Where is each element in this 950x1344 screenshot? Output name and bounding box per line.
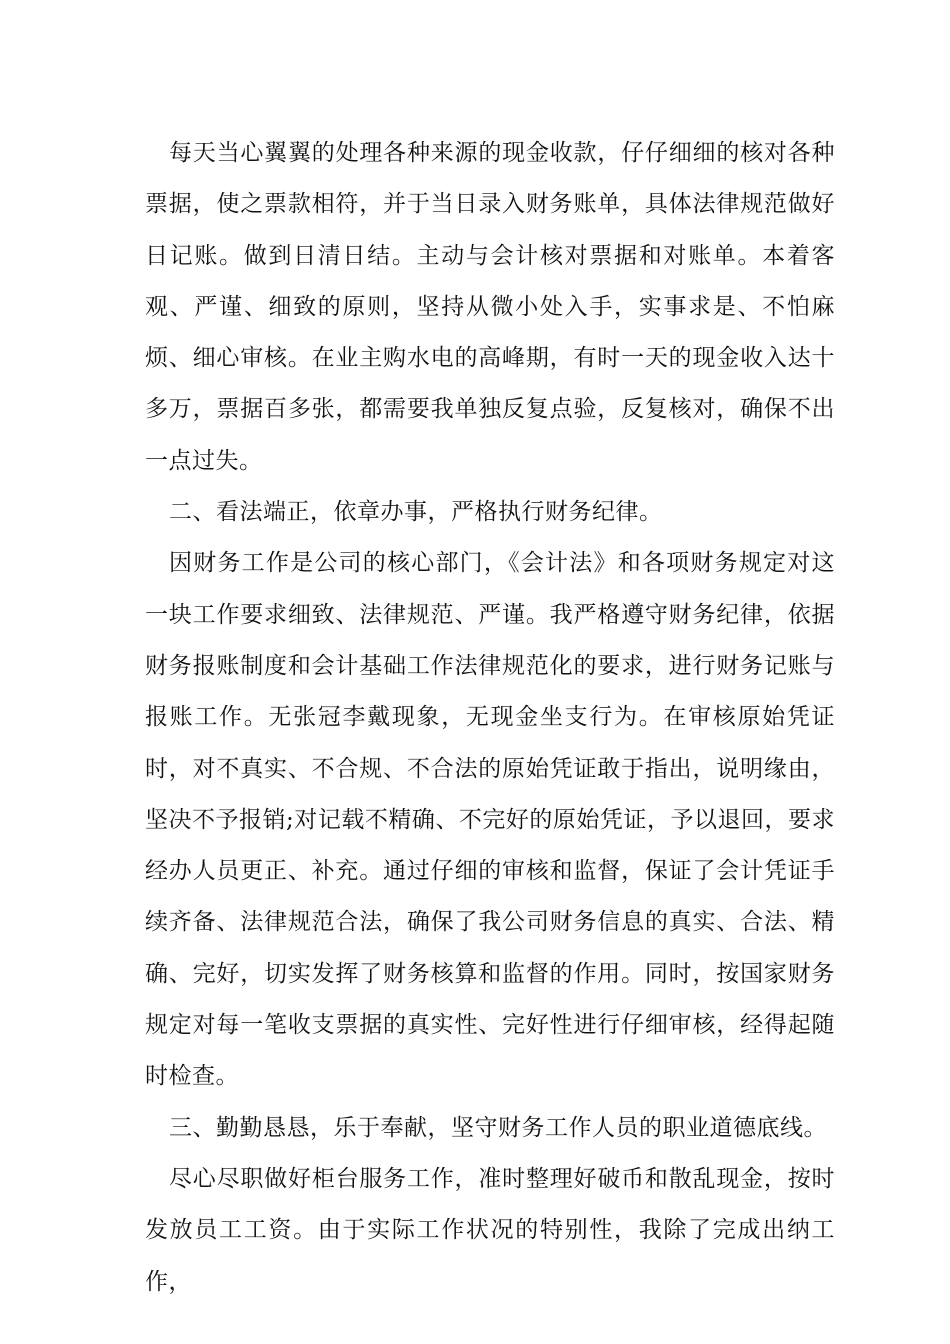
paragraph-counter-service: 尽心尽职做好柜台服务工作，准时整理好破币和散乱现金，按时发放员工工资。由于实际工作状况的特别性，我除了完成出纳工作，	[145, 1165, 835, 1295]
section-heading-3: 三、勤勤恳恳，乐于奉献，坚守财务工作人员的职业道德底线。	[169, 1114, 827, 1141]
section-heading-2: 二、看法端正，依章办事，严格执行财务纪律。	[169, 499, 663, 526]
document-body	[145, 128, 835, 1308]
paragraph-financial-discipline: 因财务工作是公司的核心部门，《会计法》和各项财务规定对这一块工作要求细致、法律规范、严谨。我严格遵守财务纪律，依据财务报账制度和会计基础工作法律规范化的要求，进行财务记账与报账工作。无张冠李戴现象，无现金坐支行为。在审核原始凭证时，对不真实、不合规、不合法的原始凭证敢于指出，说明缘由，坚决不予报销;对记载不精确、不完好的原始凭证，予以退回，要求经办人员更正、补充。通过仔细的审核和监督，保证了会计凭证手续齐备、法律规范合法，确保了我公司财务信息的真实、合法、精确、完好，切实发挥了财务核算和监督的作用。同时，按国家财务规定对每一笔收支票据的真实性、完好性进行仔细审核，经得起随时检查。	[145, 550, 835, 1090]
paragraph-cash-handling: 每天当心翼翼的处理各种来源的现金收款，仔仔细细的核对各种票据，使之票款相符，并于当日录入财务账单，具体法律规范做好日记账。做到日清日结。主动与会计核对票据和对账单。本着客观、严谨、细致的原则，坚持从微小处入手，实事求是、不怕麻烦、细心审核。在业主购水电的高峰期，有时一天的现金收入达十多万，票据百多张，都需要我单独反复点验，反复核对，确保不出一点过失。	[145, 140, 835, 474]
